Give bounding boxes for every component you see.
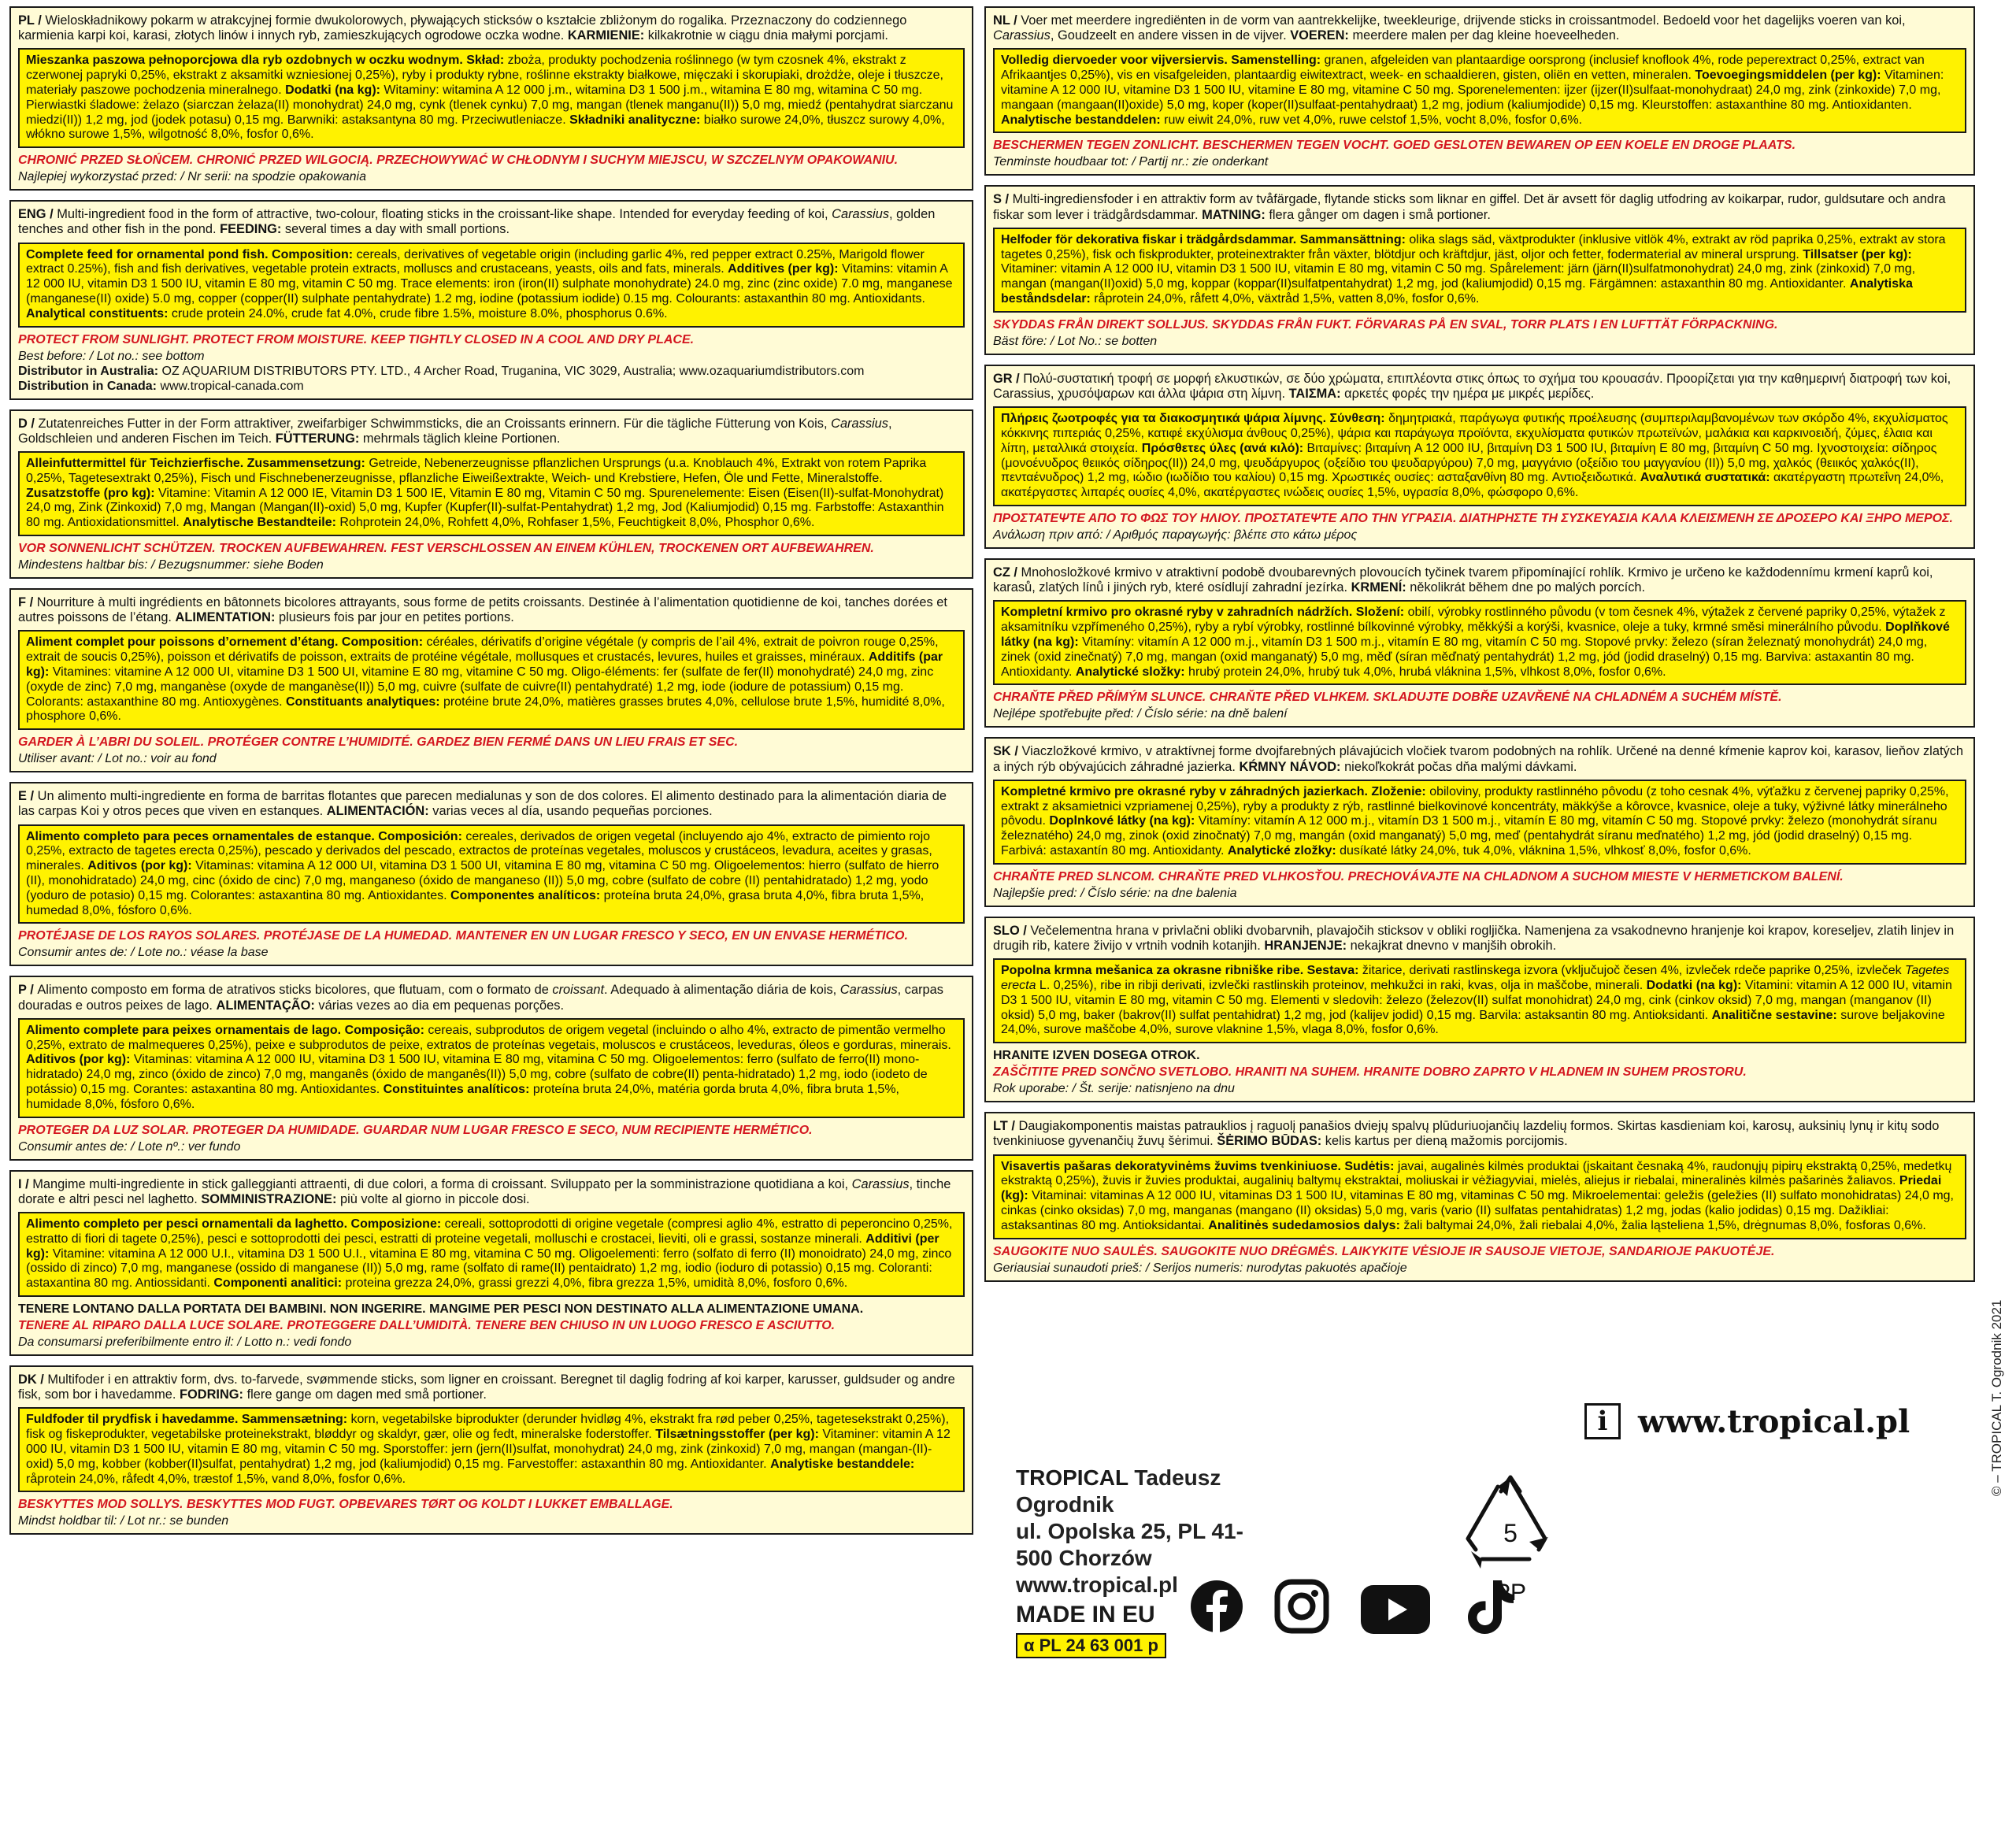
text-run: GR / xyxy=(993,371,1024,386)
text-run: FODRING: xyxy=(179,1387,244,1402)
text-run: flera gånger om dagen i små portioner. xyxy=(1265,207,1491,222)
text-run: . Adequado à alimentação diária de kois, xyxy=(604,983,840,998)
text-run: ŠĖRIMO BŪDAS: xyxy=(1217,1134,1322,1149)
youtube-icon[interactable] xyxy=(1361,1585,1430,1634)
text-run: SOMMINISTRAZIONE: xyxy=(201,1191,337,1206)
text-run: NL / xyxy=(993,13,1021,28)
text-run: javai, augalinės kilmės produktai (įskaitant česnaką 4%, raudonųjų pipirų ekstraktą 0,25%, medetkų ekstraktą 0,25%), žuvis ir žuvies produktai, augalinių baltymų ekstraktai, moliuskai ir vėžiagyviai, mielės, aliejus ir riebalai, mineralinės kilmės pašarinės žaliavos. xyxy=(1001,1159,1952,1188)
text-run: kilkakrotnie w ciągu dnia małymi porcjami. xyxy=(644,28,888,43)
text-run: žitarice, derivati rastlinskega izvora (vključujoč česen 4%, izvleček rdeče paprike 0,25%, izvleček xyxy=(1358,964,1906,978)
best-before-note: Najlepšie pred: / Číslo série: na dne balenia xyxy=(993,886,1237,900)
product-description xyxy=(18,417,965,446)
text-run: δημητριακά, παράγωγα φυτικής προέλευσης (συμπεριλαμβανομένων των σκόρδο 4%, εκχυλίσματος κόκκινης πιπεριάς 0,25%, κατιφέ εκχύλισμα άνθους 0,25%), ψάρια και παράγωγα προϊόντα, εκχυλίσματα φυτικών πρωτεϊνών, μαλάκια και καρκινοειδή, ζύμες, έλαια και λίπη, μεταλλικά στοιχεία. xyxy=(1001,412,1948,455)
text-run: F / xyxy=(18,595,37,609)
product-description xyxy=(993,744,1966,774)
label-section-cz xyxy=(984,558,1975,728)
best-before-note: Geriausiai sunaudoti prieš: / Serijos numeris: nurodytas pakuotės apačioje xyxy=(993,1261,1407,1275)
storage-warning: PROTÉJASE DE LOS RAYOS SOLARES. PROTÉJASE DE LA HUMEDAD. MANTENER EN UN LUGAR FRESCO Y SECO, EN UN ENVASE HERMÉTICO. xyxy=(18,929,908,943)
label-section-gr xyxy=(984,365,1975,549)
best-before-note: Rok uporabe: / Št. serije: natisnjeno na dnu xyxy=(993,1082,1235,1096)
text-run: Popolna krmna mešanica za okrasne ribniške ribe. Sestava: xyxy=(1001,964,1359,978)
safety-note: HRANITE IZVEN DOSEGA OTROK. xyxy=(993,1049,1200,1063)
text-run: nekajkrat dnevno v manjših obrokih. xyxy=(1347,938,1557,953)
composition-box xyxy=(18,1212,965,1297)
text-run: Aditivos (por kg): xyxy=(26,1053,131,1067)
facebook-icon[interactable] xyxy=(1189,1579,1244,1634)
composition-box xyxy=(993,228,1966,313)
text-run: Aditivos (por kg): xyxy=(87,859,192,873)
product-description xyxy=(993,13,1966,43)
text-run: crude protein 24.0%, crude fat 4.0%, crude fibre 1.5%, moisture 8.0%, phosphorus 0.6%. xyxy=(168,306,668,320)
text-run: Vitamini: vitamin A 12 000 IU, vitamin D3 1 500 IU, vitamin E 80 mg, vitamin C 50 mg. Elementi v sledovih: železo (železov(II) sulfat monohidrat) 24,0 mg, cink (cinkov oksid) 7,0 mg, mangan (manganov (II) oksid) 5,0 mg, baker (bakrov(II) sulfat pentahidrat) 1,2 mg, jod (kalijev jodid) 0,15 mg. Barvila: astaksantin 80 mg. Antioksidanti. xyxy=(1001,978,1952,1022)
text-run: Πλήρεις ζωοτροφές για τα διακοσμητικά ψάρια λίμνης. Σύνθεση: xyxy=(1001,412,1385,426)
text-run: dusíkaté látky 24,0%, tuk 4,0%, vláknina 1,5%, vlhkosť 8,0%, fosfor 0,6%. xyxy=(1336,843,1751,858)
text-run: Tagetes erecta xyxy=(1001,964,1950,992)
text-run: Vitaminai: vitaminas A 12 000 IU, vitaminas D3 1 500 IU, vitaminas E 80 mg, vitaminas C 50 mg. Mikroelementai: geležis (geležies (II) sulfato monohidratas) 24,0 mg, cinkas (cinko oksidas) 7,0 mg, manganas (mangano (II) oksidas) 5,0 mg, varis (vario (II) sulfatas pentahidratas) 1,2 mg, jodas (kalio jodidas) 0,15 mg. Dažikliai: astaksantinas 80 mg. Antioksidantai. xyxy=(1001,1189,1954,1232)
text-run: Voer met meerdere ingrediënten in de vorm van aantrekkelijke, tweekleurige, drijvende sticks in croissantmodel. Bedoeld voor het dagelijks voeren van koi, xyxy=(1021,13,1906,28)
composition-box xyxy=(993,1154,1966,1239)
text-run: Βιταμίνες: βιταμίνη A 12 000 IU, βιταμίνη D3 1 500 IU, βιταμίνη E 80 mg, βιταμίνη C 50 mg. Ιχνοστοιχεία: σίδηρος (μονοένυδρος θειικός σίδηρος(II)) 24,0 mg, ψευδάργυρος (οξείδιο του ψευδαργύρου) 7,0 mg, μαγγάνιο (οξείδιο του μαγγανίου (II)) 5,0 mg, χαλκός (θειικός χαλκός(II), πενταένυδρος) 1,2 mg, ιώδιο (ιωδίδιο του καλίου) 0,15 mg. Χρωστικές ουσίες: ασταξανθίνη 80 mg. Αντιοξειδωτικά. xyxy=(1001,441,1937,485)
text-run: ALIMENTAÇÃO: xyxy=(216,998,315,1013)
text-run: Analytiske bestanddele: xyxy=(770,1457,915,1471)
text-run: Kompletné krmivo pre okrasné ryby v záhradných jazierkach. Zloženie: xyxy=(1001,784,1426,798)
text-run: céréales, dérivatifs d’origine végétale (y compris de l’ail 4%, extrait de poivron rouge 0,25%, extrait de soucis 0,25%), poisson et dérivatifs de poisson, extraits de protéine végétale, mollusques et crustacés, levures, huiles et graisses, minéraux. xyxy=(26,635,939,665)
text-run: Zusatzstoffe (pro kg): xyxy=(26,486,155,500)
text-run: LT / xyxy=(993,1119,1019,1134)
label-section-f xyxy=(9,588,973,772)
text-run: Zutatenreiches Futter in der Form attraktiver, zweifarbiger Schwimmsticks, die an Croissants erinnern. Für die tägliche Fütterung von Kois, xyxy=(38,416,832,431)
text-run: HRANJENJE: xyxy=(1264,938,1347,953)
label-section-pl xyxy=(9,6,973,191)
text-run: granen, afgeleiden van plantaardige oorsprong (inclusief knoflook 4%, rode peperextract 0,25%, extract van Afrikaantjes 0,25%), vis en visafgeleiden, plantaardig eiwitextract, week- en schaaldieren, gisten, oliën en vetten, mineralen. xyxy=(1001,54,1925,83)
label-section-sk xyxy=(984,737,1975,906)
best-before-note: Mindst holdbar til: / Lot nr.: se bunden xyxy=(18,1514,229,1528)
text-run: protéine brute 24,0%, matières grasses brutes 4,0%, cellulose brute 1,5%, humidité 8,0%, phosphore 0,6%. xyxy=(26,695,945,724)
text-run: proteína bruta 24,0%, matéria gorda bruta 4,0%, fibra bruta 1,5%, humidade 8,0%, fósforo 0,6%. xyxy=(26,1082,899,1111)
label-section-slo xyxy=(984,917,1975,1102)
text-run: Wieloskładnikowy pokarm w atrakcyjnej formie dwukolorowych, pływających sticksów o kształcie zbliżonym do rogalika. Przeznaczony do codziennego karmienia karpi koi, karasi, złotych linów i innych ryb, zamieszkujących ogrodowe oczka wodne. xyxy=(18,13,907,43)
label-section-i xyxy=(9,1170,973,1356)
text-run: Analitinės sudedamosios dalys: xyxy=(1208,1218,1400,1232)
text-run: P / xyxy=(18,983,38,998)
instagram-icon[interactable] xyxy=(1274,1579,1329,1634)
storage-warning: BESKYTTES MOD SOLLYS. BESKYTTES MOD FUGT. OPBEVARES TØRT OG KOLDT I LUKKET EMBALLAGE. xyxy=(18,1498,673,1512)
storage-warning: BESCHERMEN TEGEN ZONLICHT. BESCHERMEN TEGEN VOCHT. GOED GESLOTEN BEWAREN OP EEN KOELE EN DROGE PLAATS. xyxy=(993,139,1796,153)
text-run: , golden tenches and other fish in the pond. xyxy=(18,207,936,237)
right-column xyxy=(984,6,1975,1291)
composition-box xyxy=(18,824,965,924)
label-section-d xyxy=(9,409,973,579)
text-run: Un alimento multi-ingrediente en forma de barritas flotantes que parecen medialunas y son de dos colores. El alimento destinado para la alimentación diaria de las carpas Koi y otros peces que viven en estanques. xyxy=(18,789,947,819)
text-run: několikrát během dne po malých porcích. xyxy=(1406,580,1646,595)
text-run: Vitamins: vitamin A 12 000 IU, vitamin D3 1 500 IU, vitamin E 80 mg, vitamin C 50 mg. Trace elements: iron (iron(II) sulphate monohydrate) 24.0 mg, zinc (zinc oxide) 7.0 mg, manganese (manganese(II) oxide) 5.0 mg, copper (copper(II) sulphate pentahydrate) 1.2 mg, iodine (potassium iodide) 0.15 mg. Colourants: astaxanthin 80 mg. Antioxidants. xyxy=(26,262,953,306)
text-run: Vitaminen: vitamine A 12 000 IU, vitamine D3 1 500 IU, vitamine E 80 mg, vitamine C 50 mg. Sporenelementen: ijzer (ijzer(II)sulfaat-monohydraat) 24,0 mg, zink (zinkoxide) 7,0 mg, mangaan (mangaan(II)oxide) 5,0 mg, koper (koper(II)sulfaat-pentahydraat) 1,2 mg, jodium (kaliumjodide) 0,15 mg. Kleurstoffen: astaxanthine 80 mg. Antioxidanten. xyxy=(1001,69,1944,112)
text-run: Doplnkové látky (na kg): xyxy=(1049,814,1195,828)
text-run: cereals, derivatives of vegetable origin (including garlic 4%, red pepper extract 0.25%, Marigold flower extract 0.25%), fish and fish derivatives, vegetable protein extracts, molluscs and crustaceans, yeasts, oils and fats, minerals. xyxy=(26,247,925,276)
storage-warning: CHRONIĆ PRZED SŁOŃCEM. CHRONIĆ PRZED WILGOCIĄ. PRZECHOWYWAĆ W CHŁODNYM I SUCHYM MIEJSCU, W SZCZELNYM OPAKOWANIU. xyxy=(18,154,899,168)
text-run: Tilsætningsstoffer (per kg): xyxy=(655,1428,819,1442)
text-run: MATNING: xyxy=(1202,207,1266,222)
text-run: varias veces al día, usando pequeñas porciones. xyxy=(428,804,713,819)
text-run: Večelementna hrana v privlačni obliki dvobarvnih, plavajočih sticksov v obliki rogljička. Namenjena za vsakodnevno hranjenje koi krapov, koreseljev, zlatih linjev in drugih rib, katere živijo v vrtnih vodnih kotanjih. xyxy=(993,923,1955,953)
text-run: hrubý protein 24,0%, hrubý tuk 4,0%, hrubá vláknina 1,5%, vlhkost 8,0%, fosfor 0,6%. xyxy=(1184,665,1666,679)
text-run: Complete feed for ornamental pond fish. Composition: xyxy=(26,247,354,261)
text-run: Vitamines: vitamine A 12 000 UI, vitamine D3 1 500 UI, vitamine E 80 mg, vitamine C 50 mg. Oligo-éléments: fer (sulfate de fer(II) monohydraté) 24,0 mg, zinc (oxyde de zinc) 7,0 mg, manganèse (oxyde de manganèse(II)) 5,0 mg, cuivre (sulfate de cuivre(II) pentahydraté) 1,2 mg, iode (iodure de potassium) 0,15 mg. Colorants: astaxanthine 80 mg. Antioxygènes. xyxy=(26,665,934,709)
text-run: Distributor in Australia: xyxy=(18,364,159,378)
text-run: Multi-ingredient food in the form of attractive, two-colour, floating sticks in the croissant-like shape. Intended for everyday feeding of koi, xyxy=(57,207,832,222)
label-section-nl xyxy=(984,6,1975,176)
text-run: obilí, výrobky rostlinného původu (v tom česnek 4%, výtažek z červené papriky 0,25%, výtažek z aksamitníku vzpřímeného 0,25%), ryby a rybí výrobky, rostlinné bílkovinné výrobky, měkkýši a korýši, kvasnice, oleje a tuky, krmné směsi minerálního původu. xyxy=(1001,606,1946,635)
text-run: olika slags säd, växtprodukter (inklusive vitlök 4%, extrakt av röd paprika 0,25%, extrakt av stora tagetes 0,25%), fisk och fiskprodukter, proteinextrakter från växter, blötdjur och kräftdjur, jäst, oljor och fetter, fodermaterial av mineral ursprung. xyxy=(1001,232,1946,261)
product-description xyxy=(993,1119,1966,1149)
copyright-vertical: © – TROPICAL T. Ogrodnik 2021 xyxy=(1989,1299,2004,1496)
storage-warning: GARDER À L’ABRI DU SOLEIL. PROTÉGER CONTRE L’HUMIDITÉ. GARDEZ BIEN FERMÉ DANS UN LIEU FRAIS ET SEC. xyxy=(18,735,739,750)
composition-box xyxy=(18,48,965,148)
text-run: Analytické zložky: xyxy=(1227,843,1336,858)
best-before-note: Tenminste houdbaar tot: / Partij nr.: zie onderkant xyxy=(993,155,1269,169)
text-run: più volte al giorno in piccole dosi. xyxy=(336,1191,530,1206)
text-run: plusieurs fois par jour en petites portions. xyxy=(275,610,514,625)
company-name: TROPICAL Tadeusz Ogrodnik xyxy=(1016,1465,1221,1517)
text-run: Αναλυτικά συστατικά: xyxy=(1640,471,1770,485)
text-run: Analytiska beståndsdelar: xyxy=(1001,277,1913,306)
text-run: cereales, derivados de origen vegetal (incluyendo ajo 4%, extracto de pimiento rojo 0,25%, extracto de tagetes erecta 0,25%), pescado y derivados del pescado, extractos de proteínas vegetales, moluscos y crustáceos, levadura, aceites y grasas, minerales. xyxy=(26,829,932,873)
composition-box xyxy=(993,48,1966,133)
text-run: Rohprotein 24,0%, Rohfett 4,0%, Rohfaser 1,5%, Feuchtigkeit 8,0%, Phosphor 0,6%. xyxy=(335,516,815,530)
company-address: ul. Opolska 25, PL 41-500 Chorzów xyxy=(1016,1519,1243,1570)
best-before-note: Ανάλωση πριν από: / Αριθμός παραγωγής: βλέπε στο κάτω μέρος xyxy=(993,528,1358,542)
text-run: Additivi (per kg): xyxy=(26,1232,939,1261)
text-run: Vitaminas: vitamina A 12 000 IU, vitamina D3 1 500 IU, vitamina E 80 mg, vitamina C 50 mg. Oligoelementos: ferro (sulfato de ferro(II) mono-hidratado) 24,0 mg, zinco (óxido de zinco) 7,0 mg, manganês (óxido de manganês(II)) 5,0 mg, cobre (sulfato de cobre(II) penta-hidratado) 1,2 mg, iodo (iodeto de potássio) 0,15 mg. Corantes: astaxantina 80 mg. Antioxidantes. xyxy=(26,1053,928,1096)
text-run: Carassius xyxy=(832,207,890,222)
text-run: Vitamine: vitamina A 12 000 U.I., vitamina D3 1 500 U.I., vitamina E 80 mg, vitamina C 50 mg. Oligoelementi: ferro (solfato di ferro (II) monoidrato) 24,0 mg, zinco (ossido di zinco) 7,0 mg, manganese (ossido di manganese (II)) 5,0 mg, rame (solfato di rame(II) pentaidrato) 1,2 mg, iodio (ioduro di potassio) 0,15 mg. Coloranti: astaxantina 80 mg. Antiossidanti. xyxy=(26,1246,952,1291)
text-run: zboża, produkty pochodzenia roślinnego (w tym czosnek 4%, ekstrakt z czerwonej papryki 0,25%, ekstrakt z aksamitki wzniesionej 0,25%), ryby i produkty rybne, roślinne ekstrakty białkowe, mięczaki i skorupiaki, drożdże, oleje i tłuszcze, materiały paszowe pochodzenia mineralnego. xyxy=(26,54,943,97)
text-run: niekoľkokrát počas dňa malými dávkami. xyxy=(1340,759,1577,774)
label-section-p xyxy=(9,976,973,1160)
text-run: cereali, sottoprodotti di origine vegetale (compresi aglio 4%, estratto di peperoncino 0,25%, estratto di fiori di tagete 0,25%), pesci e sottoprodotti dei pesci, estratti di proteine vegetali, molluschi e crostacei, lieviti, oli e grassi, sostanze minerali. xyxy=(26,1217,953,1246)
text-run: ALIMENTATION: xyxy=(175,610,276,625)
text-run: Distribution in Canada: xyxy=(18,379,157,393)
text-run: Πολύ-συστατική τροφή σε μορφή ελκυστικών, σε δύο χρώματα, επιπλέοντα στικς όπως το σχήμα του κρουασάν. Προορίζεται για την καθημερινή διατροφή των koi, Carassius, χρυσόψαρων και άλλα ψάρια στη λίμνη. xyxy=(993,371,1951,401)
text-run: PL / xyxy=(18,13,46,28)
text-run: proteína bruta 24,0%, grasa bruta 4,0%, fibra bruta 1,5%, humedad 8,0%, fósforo 0,6%. xyxy=(26,888,925,917)
label-section-eng xyxy=(9,200,973,399)
website-badge[interactable] xyxy=(1584,1398,1910,1444)
text-run: KRMENÍ: xyxy=(1351,580,1406,595)
storage-warning: CHRAŇTE PŘED PŘÍMÝM SLUNCE. CHRAŇTE PŘED VLHKEM. SKLADUJTE DOBŘE UZAVŘENÉ NA CHLADNÉM A SUCHÉM MÍSTĚ. xyxy=(993,691,1782,705)
info-icon: i xyxy=(1584,1403,1621,1439)
text-run: Visavertis pašaras dekoratyvinėms žuvims tvenkiniuose. Sudėtis: xyxy=(1001,1159,1395,1173)
text-run: Additifs (par kg): xyxy=(26,650,943,679)
product-description xyxy=(18,983,965,1013)
composition-box xyxy=(18,451,965,536)
text-run: Alimento completo per pesci ornamentali da laghetto. Composizione: xyxy=(26,1217,442,1231)
text-run: several times a day with small portions. xyxy=(281,222,510,237)
best-before-note: Utiliser avant: / Lot no.: voir au fond xyxy=(18,752,217,766)
text-run: Priedai (kg): xyxy=(1001,1174,1942,1203)
text-run: ΤΑΙΣΜΑ: xyxy=(1288,386,1341,401)
composition-box xyxy=(18,630,965,730)
text-run: I / xyxy=(18,1176,33,1191)
left-column xyxy=(9,6,973,1544)
text-run: Dodatki (na kg): xyxy=(285,83,380,97)
text-run: białko surowe 24,0%, tłuszcz surowy 4,0%, włókno surowe 1,5%, wilgotność 8,0%, fosfor 0,6%. xyxy=(26,113,945,142)
text-run: FEEDING: xyxy=(220,222,282,237)
text-run: S / xyxy=(993,192,1013,207)
composition-box xyxy=(993,780,1966,865)
text-run: Componentes analíticos: xyxy=(450,888,601,902)
text-run: VOEREN: xyxy=(1290,28,1349,43)
text-run: Witaminy: witamina A 12 000 j.m., witamina D3 1 500 j.m., witamina E 80 mg, witamina C 50 mg. Pierwiastki śladowe: żelazo (siarczan żelaza(II) monohydrat) 24,0 mg, cynk (tlenek cynku) 7,0 mg, mangan (tlenek manganu(II)) 5,0 mg, miedź (pentahydrat siarczanu miedzi(II)) 1,2 mg, jod (jodek potasu) 0,15 mg. Barwniki: astaksantyna 80 mg. Przeciwutleniacze. xyxy=(26,83,954,127)
composition-box xyxy=(993,600,1966,685)
text-run: E / xyxy=(18,789,38,804)
label-section-e xyxy=(9,782,973,966)
text-run: croissant xyxy=(552,983,604,998)
text-run: Carassius xyxy=(839,983,898,998)
text-run: , tinche dorate e altri pesci nel laghetto. xyxy=(18,1176,951,1206)
composition-box xyxy=(993,406,1966,506)
text-run: Constituants analytiques: xyxy=(285,695,440,709)
text-run: ENG / xyxy=(18,207,57,222)
website-url[interactable]: www.tropical.pl xyxy=(1638,1402,1910,1440)
best-before-note: Consumir antes de: / Lote nº.: ver fundo xyxy=(18,1139,241,1154)
text-run: mehrmals täglich kleine Portionen. xyxy=(359,431,561,446)
storage-warning: SAUGOKITE NUO SAULĖS. SAUGOKITE NUO DRĖGMĖS. LAIKYKITE VĖSIOJE IR SAUSOJE VIETOJE, SANDARIOJE PAKUOTĖJE. xyxy=(993,1244,1775,1258)
text-run: Nourriture à multi ingrédients en bâtonnets bicolores attrayants, sous forme de petits croissants. Destinée à l’alimentation quotidienne de koi, tanches dorées et autres poissons de l’étang. xyxy=(18,595,947,625)
text-run: cereais, subprodutos de origem vegetal (incluindo o alho 4%, extracto de pimentão vermelho 0,25%, extrato de malmequeres 0,25%), peixe e subprodutos de peixe, extratos de proteínas vegetais, moluscos e crustáceos, leveduras, óleos e gorduras, minerais. xyxy=(26,1023,951,1052)
best-before-note: Consumir antes de: / Lote no.: véase la base xyxy=(18,946,269,960)
distributor-line xyxy=(18,379,965,394)
text-run: Additives (per kg): xyxy=(728,262,839,276)
text-run: Alimento complete para peixes ornamentais de lago. Composição: xyxy=(26,1023,424,1037)
text-run: Składniki analityczne: xyxy=(569,113,701,127)
text-run: Aliment complet pour poissons d’ornement d’étang. Composition: xyxy=(26,635,424,650)
text-run: CZ / xyxy=(993,565,1021,580)
text-run: ALIMENTACIÓN: xyxy=(326,804,429,819)
storage-warning: TENERE AL RIPARO DALLA LUCE SOLARE. PROTEGGERE DALL’UMIDITÀ. TENERE BEN CHIUSO IN UN LUOGO FRESCO E ASCIUTTO. xyxy=(18,1318,836,1332)
text-run: DK / xyxy=(18,1372,48,1387)
text-run: Carassius xyxy=(993,28,1051,43)
text-run: meerdere malen per dag kleine hoeveelheden. xyxy=(1348,28,1620,43)
storage-warning: CHRAŇTE PRED SLNCOM. CHRAŇTE PRED VLHKOSŤOU. PRECHOVÁVAJTE NA CHLADNOM A SUCHOM MIESTE V HERMETICKOM BALENÍ. xyxy=(993,869,1844,883)
recycle-material: PP xyxy=(1494,1580,1527,1606)
text-run: Getreide, Nebenerzeugnisse pflanzlichen Ursprungs (u.a. Knoblauch 4%, Extrakt von rotem Paprika 0,25%, Tagetesextrakt 0,25%), Fisch und Fischnebenerzeugnisse, pflanzliche Eiweißextrakte, Weich- und Krebstiere, Hefen, Öle und Fette, Mineralstoffe. xyxy=(26,456,927,485)
best-before-note: Best before: / Lot no.: see bottom xyxy=(18,349,205,363)
text-run: Mieszanka paszowa pełnoporcjowa dla ryb ozdobnych w oczku wodnym. Skład: xyxy=(26,54,505,68)
text-run: Tillsatser (per kg): xyxy=(1803,247,1912,261)
text-run: Mangime multi-ingrediente in stick galleggianti attraenti, di due colori, a forma di croissant. Sviluppato per la somministrazione quotidiana a koi, xyxy=(32,1176,852,1191)
text-run: Multi-ingrediensfoder i en attraktiv form av tvåfärgade, flytande sticks som liknar en giffel. Det är avsett för daglig utfodring av koikarpar, rudor, guldsutare och andra fiskar som lever i trädgårdsdammar. xyxy=(993,192,1946,222)
text-run: kelis kartus per dieną mažomis porcijomis. xyxy=(1321,1134,1568,1149)
text-run: Volledig diervoeder voor vijversiervis. Samenstelling: xyxy=(1001,54,1321,68)
storage-warning: PROTECT FROM SUNLIGHT. PROTECT FROM MOISTURE. KEEP TIGHTLY CLOSED IN A COOL AND DRY PLACE. xyxy=(18,332,695,346)
text-run: Multifoder i en attraktiv form, dvs. to-farvede, svømmende sticks, som ligner en croissant. Beregnet til daglig fodring af koi karper, karusser, guldsuder og andre fisk, som bor i havedamme. xyxy=(18,1372,955,1402)
producer-code: α PL 24 63 001 p xyxy=(1016,1633,1166,1658)
text-run: Πρόσθετες ύλες (ανά κιλό): xyxy=(1141,441,1304,455)
text-run: Analytical constituents: xyxy=(26,306,169,320)
text-run: Kompletní krmivo pro okrasné ryby v zahradních nádržích. Složení: xyxy=(1001,606,1405,620)
text-run: flere gange om dagen med små portioner. xyxy=(243,1387,487,1402)
text-run: , Goldschleien und anderen Fischen im Teich. xyxy=(18,416,892,446)
storage-warning: PROTEGER DA LUZ SOLAR. PROTEGER DA HUMIDADE. GUARDAR NUM LUGAR FRESCO E SECO, NUM RECIPIENTE HERMÉTICO. xyxy=(18,1123,813,1137)
best-before-note: Mindestens haltbar bis: / Bezugsnummer: siehe Boden xyxy=(18,557,324,572)
text-run: Vitaminer: vitamin A 12 000 IU, vitamin D3 1 500 IU, vitamin E 80 mg, vitamin C 50 mg. Spårelement: järn (järn(II)sulfatmonohydrat) 24,0 mg, zink (zinkoxid) 7,0 mg, mangan (mangan(II)oxid) 5,0 mg, koppar (koppar(II)sulfatpentahydrat) 1,2 mg, jod (kaliumjodid) 0,15 mg. Färgämnen: astaxanthin 80 mg. Antioxidanter. xyxy=(1001,262,1916,291)
text-run: Vitamíny: vitamín A 12 000 m.j., vitamín D3 1 500 m.j., vitamín E 80 mg, vitamín C 50 mg. Stopové prvky: železo (síran železnatý monohydrát) 24,0 mg, zinek (oxid zinečnatý) 7,0 mg, mangan (oxid manganatý) 5,0 mg, měď (síran měďnatý pentahydrát) 1,2 mg, jód (jodid draselný) 0,15 mg. Barviva: astaxantin 80 mg. Antioxidanty. xyxy=(1001,635,1928,679)
made-in-label: MADE IN EU xyxy=(1016,1602,1155,1628)
label-section-lt xyxy=(984,1112,1975,1281)
text-run: ruw eiwit 24,0%, ruw vet 4,0%, ruwe celstof 1,5%, vocht 8,0%, fosfor 0,6%. xyxy=(1160,113,1583,127)
text-run: FÜTTERUNG: xyxy=(275,431,360,446)
text-run: Analytische bestanddelen: xyxy=(1001,113,1161,127)
product-description xyxy=(18,595,965,625)
text-run: D / xyxy=(18,416,39,431)
best-before-note: Da consumarsi preferibilmente entro il: / Lotto n.: vedi fondo xyxy=(18,1335,352,1349)
text-run: surove beljakovine 24,0%, surove maščobe 4,0%, surove vlaknine 1,5%, vlaga 8,0%, fosfor 0,6%. xyxy=(1001,1008,1945,1037)
text-run: Componenti analitici: xyxy=(213,1276,343,1291)
text-run: råprotein 24,0%, råfett 4,0%, växtråd 1,5%, vatten 8,0%, fosfor 0,6%. xyxy=(1090,291,1480,306)
product-description xyxy=(18,789,965,819)
recycle-number: 5 xyxy=(1503,1519,1518,1547)
text-run: proteina grezza 24,0%, grassi grezzi 4,0%, fibra grezza 1,5%, umidità 8,0%, fosforo 0,6%. xyxy=(342,1276,848,1291)
distributor-line xyxy=(18,364,965,379)
text-run: OZ AQUARIUM DISTRIBUTORS PTY. LTD., 4 Archer Road, Truganina, VIC 3029, Australia; www.ozaquariumdistributors.com xyxy=(158,364,865,378)
text-run: Analytické složky: xyxy=(1075,665,1185,679)
text-run: Helfoder för dekorativa fiskar i trädgårdsdammar. Sammansättning: xyxy=(1001,232,1406,246)
safety-note: TENERE LONTANO DALLA PORTATA DEI BAMBINI. NON INGERIRE. MANGIME PER PESCI NON DESTINATO ALLA ALIMENTAZIONE UMANA. xyxy=(18,1302,864,1316)
text-run: råprotein 24,0%, råfedt 4,0%, træstof 1,5%, vand 8,0%, fosfor 0,6%. xyxy=(26,1472,406,1486)
text-run: Daugiakomponentis maistas patrauklios į raguolį panašios dviejų spalvų plūduriuojančių lazdelių formos. Skirtas kasdieniam koi, karosų, auksinių lynų ir kitų sodo tvenkiniuose gyvenančių žuvų šėrimui. xyxy=(993,1119,1940,1149)
text-run: Analytische Bestandteile: xyxy=(183,516,336,530)
text-run: Vitamine: Vitamin A 12 000 IE, Vitamin D3 1 500 IE, Vitamin E 80 mg, Vitamin C 50 mg. Spurenelemente: Eisen (Eisen(II)-sulfat-Monohydrat) 24,0 mg, Zink (Zinkoxid) 7,0 mg, Mangan (Mangan(II)-oxid) 5,0 mg, Kupfer (Kupfer(II)-sulfat-Pentahydrat) 1,2 mg, Jod (Kaliumjodid) 0,15 mg. Farbstoffe: Astaxanthin 80 mg. Antioxidationsmittel. xyxy=(26,486,944,530)
composition-box xyxy=(993,958,1966,1043)
composition-box xyxy=(18,1018,965,1118)
best-before-note: Bäst före: / Lot No.: se botten xyxy=(993,334,1158,348)
product-description xyxy=(18,1372,965,1402)
text-run: KŔMNY NÁVOD: xyxy=(1239,759,1341,774)
text-run: Vitamíny: vitamín A 12 000 m.j., vitamín D3 1 500 m.j., vitamín E 80 mg, vitamín C 50 mg. Stopové prvky: železo (monohydrát síranu železnatého) 24,0 mg, zinok (oxid zinočnatý) 7,0 mg, mangán (oxid manganatý) 5,0 mg, meď (pentahydrát síranu meďnatého) 1,2 mg, jód (jodid draselný) 0,15 mg. Farbivá: astaxantín 80 mg. Antioxidanty. xyxy=(1001,814,1937,858)
product-description xyxy=(18,207,965,237)
text-run: obiloviny, produkty rastlinného pôvodu (z toho cesnak 4%, výťažku z červenej papriky 0,25%, extrakt z aksamietnici vzpriamenej 0,25%), ryby a produkty z rýb, rastlinné bielkovinové koncentráty, mäkkýše a kôrovce, kvasnice, oleje a tuky, výživné látky minerálneho pôvodu. xyxy=(1001,784,1949,828)
product-description xyxy=(18,1177,965,1207)
text-run: Vitaminas: vitamina A 12 000 UI, vitamina D3 1 500 UI, vitamina E 80 mg, vitamina C 50 mg. Oligoelementos: hierro (sulfato de hierro (II), monohidratado) 24,0 mg, cinc (óxido de cinc) 7,0 mg, manganeso (óxido de manganeso (II)) 5,0 mg, cobre (sulfato de cobre (II) pentahidratado) 1,2 mg, yodo (yoduro de potasio) 0,15 mg. Colorantes: astaxantina 80 mg. Antioxidantes. xyxy=(26,859,939,902)
text-run: SK / xyxy=(993,744,1022,759)
label-section-dk xyxy=(9,1365,973,1535)
text-run: Analitične sestavine: xyxy=(1711,1008,1837,1022)
product-description xyxy=(993,924,1966,954)
storage-warning: ZAŠČITITE PRED SONČNO SVETLOBO. HRANITI NA SUHEM. HRANITE DOBRO ZAPRTO V HLADNEM IN SUHEM PROSTORU. xyxy=(993,1065,1747,1080)
text-run: Constituintes analíticos: xyxy=(383,1082,530,1096)
text-run: Toevoegingsmiddelen (per kg): xyxy=(1695,69,1881,83)
text-run: Alimento composto em forma de atrativos sticks bicolores, que flutuam, com o formato de xyxy=(37,983,553,998)
product-description xyxy=(993,372,1966,402)
text-run: Mnohosložkové krmivo v atraktivní podobě dvoubarevných plovoucích tyčinek tvarem připomínající rohlík. Krmivo je určeno ke každodennímu krmení kaprů koi, karasů, zlatých línů i jiných ryb, které osídlují zahradní jezírka. xyxy=(993,565,1933,595)
text-run: , carpas douradas e outros peixes de lago. xyxy=(18,983,943,1013)
text-run: www.tropical-canada.com xyxy=(157,379,304,393)
product-description xyxy=(993,192,1966,222)
best-before-note: Nejlépe spotřebujte před: / Číslo série: na dně balení xyxy=(993,707,1288,721)
text-run: Doplňkové látky (na kg): xyxy=(1001,620,1950,649)
text-run: Vitaminer: vitamin A 12 000 IU, vitamin D3 1 500 IU, vitamin E 80 mg, vitamin C 50 mg. Sporstoffer: jern (jern(II)sulfat, monohydrat) 24,0 mg, zink (zinkoxid) 7,0 mg, mangan (mangan-(II)-oxid) 5,0 mg, kobber (kobber(II)sulfat, pentahydrat) 1,2 mg, jod (kaliumjodid) 0,15 mg. Farvestoffer: astaxanthin 80 mg. Antioxidanter. xyxy=(26,1428,951,1471)
recycling-symbol xyxy=(1463,1474,1558,1639)
text-run: Alimento completo para peces ornamentales de estanque. Composición: xyxy=(26,829,462,843)
composition-box xyxy=(18,1407,965,1492)
text-run: , Goudzeelt en andere vissen in de vijver. xyxy=(1050,28,1291,43)
product-description xyxy=(993,565,1966,595)
text-run: αρκετές φορές την ημέρα με μικρές μερίδες. xyxy=(1340,386,1595,401)
label-section-s xyxy=(984,185,1975,354)
product-description xyxy=(18,13,965,43)
text-run: Alleinfuttermittel für Teichzierfische. Zusammensetzung: xyxy=(26,456,365,470)
text-run: žali baltymai 24,0%, žali riebalai 4,0%, žalia ląsteliena 1,5%, drėgnumas 8,0%, fosforas 0,6%. xyxy=(1399,1218,1926,1232)
composition-box xyxy=(18,243,965,328)
text-run: Carassius xyxy=(851,1176,910,1191)
text-run: Carassius xyxy=(831,416,888,431)
text-run: Viaczložkové krmivo, v atraktívnej forme dvojfarebných plávajúcich vločiek tvarom podobných na rohlík. Určené na denné kŕmenie kaprov koi, karasov, lieňov zlatých a iných rýb obývajúcich záhradné jazierka. xyxy=(993,744,1964,774)
text-run: várias vezes ao dia em pequenas porções. xyxy=(314,998,565,1013)
storage-warning: ΠΡΟΣΤΑΤΕΨΤΕ ΑΠΟ ΤΟ ΦΩΣ ΤΟΥ ΗΛΙΟΥ. ΠΡΟΣΤΑΤΕΨΤΕ ΑΠΟ ΤΗΝ ΥΓΡΑΣΙΑ. ΔΙΑΤΗΡΗΣΤΕ ΤΗ ΣΥΣΚΕΥΑΣΙΑ ΚΑΛΑ ΚΛΕΙΣΜΕΝΗ ΣΕ ΔΡΟΣΕΡΟ ΚΑΙ ΞΗΡΟ ΜΕΡΟΣ. xyxy=(993,511,1953,525)
text-run: korn, vegetabilske biprodukter (derunder hvidløg 4%, ekstrakt fra rød peber 0,25%, tagetesekstrakt 0,25%), fisk og fiskeprodukter, vegetabilske proteinekstrakt, bløddyr og skaldyr, gær, olie og fedt, mineralske foderstoffer. xyxy=(26,1413,950,1442)
text-run: ακατέργαστη πρωτεΐνη 24,0%, ακατέργαστες λιπαρές ουσίες 4,0%, ακατέργαστες ινώδεις ουσίες 1,5%, υγρασία 8,0%, φώσφορο 0,6%. xyxy=(1001,471,1944,500)
text-run: Dodatki (na kg): xyxy=(1646,978,1742,992)
storage-warning: SKYDDAS FRÅN DIREKT SOLLJUS. SKYDDAS FRÅN FUKT. FÖRVARAS PÅ EN SVAL, TORR PLATS I EN LUFTTÄT FÖRPACKNING. xyxy=(993,317,1778,332)
text-run: L. 0,25%), ribe in ribji derivati, izvlečki rastlinskih proteinov, mehkužci in raki, kvas, olja in maščobe, minerali. xyxy=(1036,978,1647,992)
text-run: Fuldfoder til prydfisk i havedamme. Sammensætning: xyxy=(26,1413,348,1427)
text-run: KARMIENIE: xyxy=(567,28,645,43)
storage-warning: VOR SONNENLICHT SCHÜTZEN. TROCKEN AUFBEWAHREN. FEST VERSCHLOSSEN AN EINEM KÜHLEN, TROCKENEN ORT AUFBEWAHREN. xyxy=(18,541,874,555)
text-run: SLO / xyxy=(993,923,1031,938)
best-before-note: Najlepiej wykorzystać przed: / Nr serii: na spodzie opakowania xyxy=(18,170,366,184)
company-website[interactable]: www.tropical.pl xyxy=(1016,1572,1178,1597)
